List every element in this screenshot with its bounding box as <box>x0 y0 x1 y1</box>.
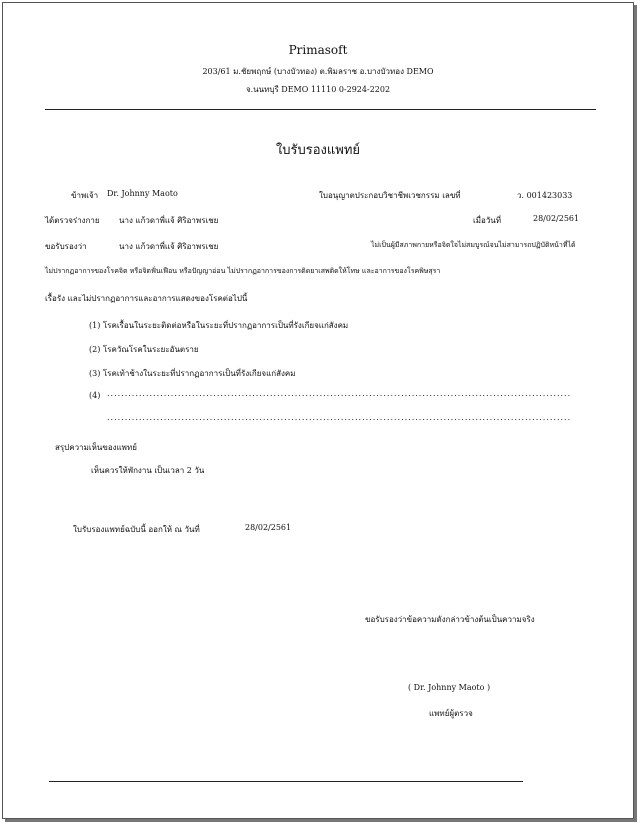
doctor-name: Dr. Johnny Maoto <box>107 189 178 198</box>
examined-label: ได้ตรวจร่างกาย <box>45 216 100 225</box>
dotted-line-2: ................................................................................................................................... <box>107 413 572 422</box>
no-disability-text: ไม่เป็นผู้มีสภาพกายหรือจิตใจไม่สมบูรณ์จนไม่สามารถปฏิบัติหน้าที่ได้ <box>371 241 576 249</box>
company-name: Primasoft <box>288 43 348 57</box>
certify-label: ขอรับรองว่า <box>45 242 87 251</box>
company-address-line1: 203/61 ม.ชัยพฤกษ์ (บางบัวทอง) ต.พิมลราช อ.บางบัวทอง DEMO <box>202 67 434 76</box>
document-title: ใบรับรองแพทย์ <box>275 143 361 158</box>
issued-label: ใบรับรองแพทย์ฉบับนี้ ออกให้ ณ วันที่ <box>73 525 200 534</box>
footer-divider <box>49 781 523 782</box>
disease-item-2: (2) โรควัณโรคในระยะอันตราย <box>89 345 199 354</box>
summary-text: เห็นควรให้พักงาน เป็นเวลา 2 วัน <box>91 466 205 475</box>
signer-name: ( Dr. Johnny Maoto ) <box>408 683 491 692</box>
summary-label: สรุปความเห็นของแพทย์ <box>55 443 137 452</box>
exam-date-label: เมื่อวันที่ <box>473 216 502 225</box>
license-number: ว. 001423033 <box>517 191 573 200</box>
company-address-line2: จ.นนทบุรี DEMO 11110 0-2924-2202 <box>245 85 391 94</box>
issued-date: 28/02/2561 <box>245 523 292 532</box>
disease-item-3: (3) โรคเท้าช้างในระยะที่ปรากฏอาการเป็นที่รังเกียจแก่สังคม <box>89 369 296 378</box>
license-label: ใบอนุญาตประกอบวิชาชีพเวชกรรม เลขที่ <box>319 191 461 200</box>
signer-title: แพทย์ผู้ตรวจ <box>429 709 473 718</box>
disease-item-1: (1) โรคเรื้อนในระยะติดต่อหรือในระยะที่ปรากฏอาการเป็นที่รังเกียจแก่สังคม <box>89 321 349 330</box>
document-page <box>2 2 634 819</box>
exam-date: 28/02/2561 <box>533 214 580 223</box>
condition-text-line3: เรื้อรัง และไม่ปรากฏอาการและอาการแสดงของโรคต่อไปนี้ <box>45 294 248 303</box>
certify-true-statement: ขอรับรองว่าข้อความดังกล่าวข้างต้นเป็นความจริง <box>365 615 535 624</box>
disease-item-4: (4) <box>89 391 101 400</box>
dotted-line-1: ................................................................................................................................... <box>107 389 572 398</box>
patient-name-repeat: นาง แก้วดาพี่แจ้ ศิริอาพรเชย <box>119 242 219 251</box>
header-divider <box>45 109 596 110</box>
patient-name: นาง แก้วดาพี่แจ้ ศิริอาพรเชย <box>119 216 219 225</box>
doctor-prefix: ข้าพเจ้า <box>71 191 99 200</box>
condition-text-line2: ไม่ปรากฏอาการของโรคจิต หรือจิตฟั่นเฟือน หรือปัญญาอ่อน ไม่ปรากฏอาการของการติดยาเสพติดให้โทษ และอาการของโรคพิษสุรา <box>45 267 441 275</box>
